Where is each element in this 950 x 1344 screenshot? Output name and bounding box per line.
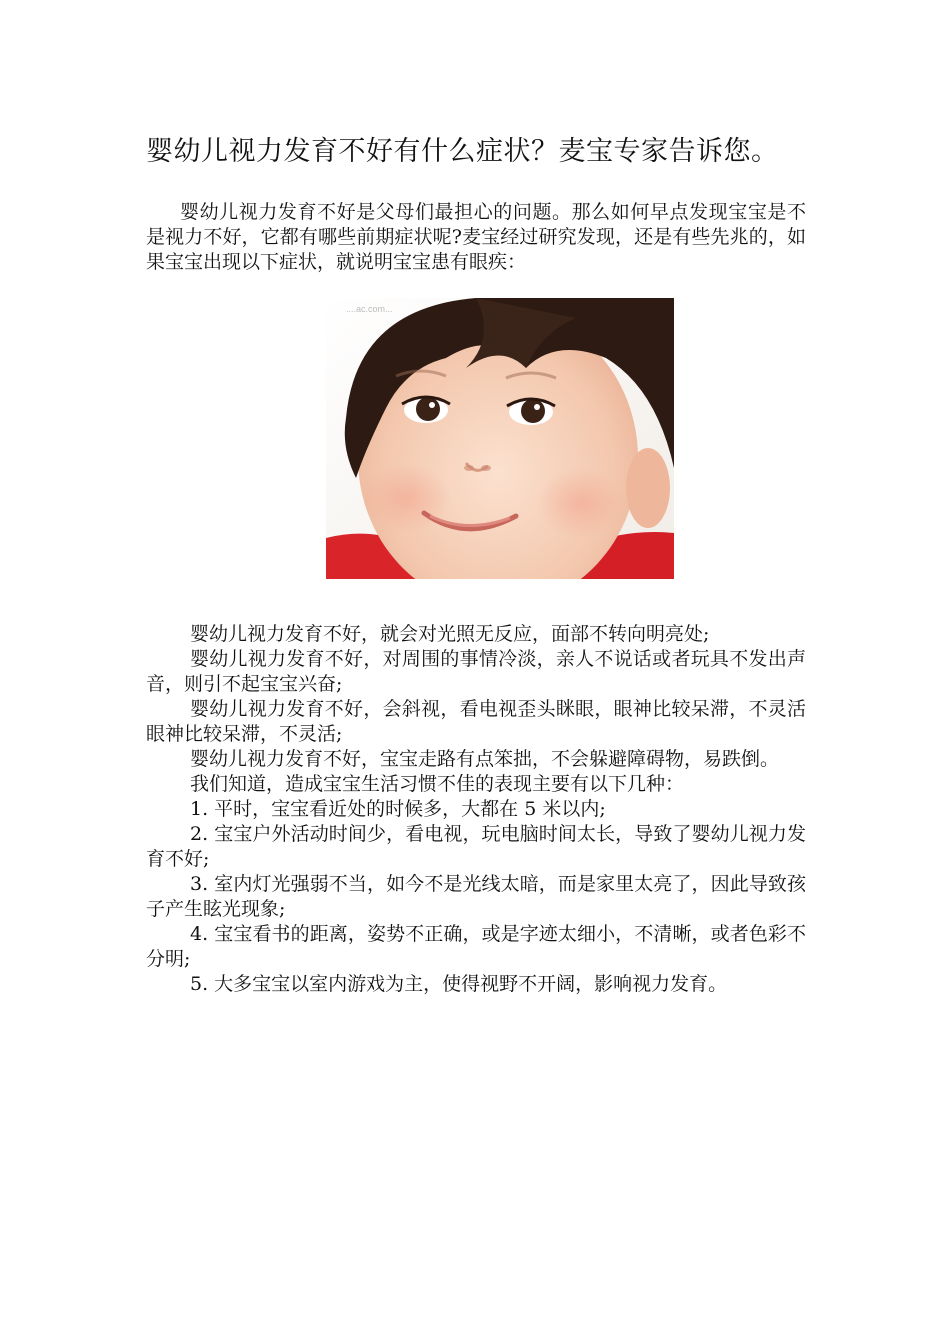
list-item: 3. 室内灯光强弱不当，如今不是光线太暗，而是家里太亮了，因此导致孩子产生眩光现象;	[146, 873, 806, 920]
list-item: 2. 宝宝户外活动时间少，看电视，玩电脑时间太长，导致了婴幼儿视力发育不好;	[146, 823, 806, 870]
photo-watermark: ....ac.com...	[346, 304, 393, 314]
list-item: 1. 平时，宝宝看近处的时候多，大都在 5 米以内;	[190, 798, 606, 820]
list-item: 婴幼儿视力发育不好，会斜视，看电视歪头眯眼，眼神比较呆滞，不灵活眼神比较呆滞，不灵活;	[146, 698, 806, 745]
list-item: 5. 大多宝宝以室内游戏为主，使得视野不开阔，影响视力发育。	[190, 973, 728, 995]
list-item: 婴幼儿视力发育不好，对周围的事情冷淡，亲人不说话或者玩具不发出声音，则引不起宝宝兴奋;	[146, 648, 806, 695]
baby-photo	[326, 298, 674, 579]
symptom-list	[146, 622, 806, 997]
baby-photo-icon	[326, 298, 674, 579]
list-item: 4. 宝宝看书的距离，姿势不正确，或是字迹太细小，不清晰，或者色彩不分明;	[146, 923, 806, 970]
intro-paragraph: 婴幼儿视力发育不好是父母们最担心的问题。那么如何早点发现宝宝是不是视力不好，它都有哪些前期症状呢?麦宝经过研究发现，还是有些先兆的，如果宝宝出现以下症状，就说明宝宝患有眼疾：	[146, 201, 806, 273]
intro-section	[146, 200, 806, 275]
list-item: 婴幼儿视力发育不好，宝宝走路有点笨拙，不会躲避障碍物，易跌倒。	[190, 748, 780, 770]
list-item: 婴幼儿视力发育不好，就会对光照无反应，面部不转向明亮处;	[190, 623, 710, 645]
document-title: 婴幼儿视力发育不好有什么症状？麦宝专家告诉您。	[146, 136, 779, 167]
list-item: 我们知道，造成宝宝生活习惯不佳的表现主要有以下几种：	[190, 773, 685, 795]
